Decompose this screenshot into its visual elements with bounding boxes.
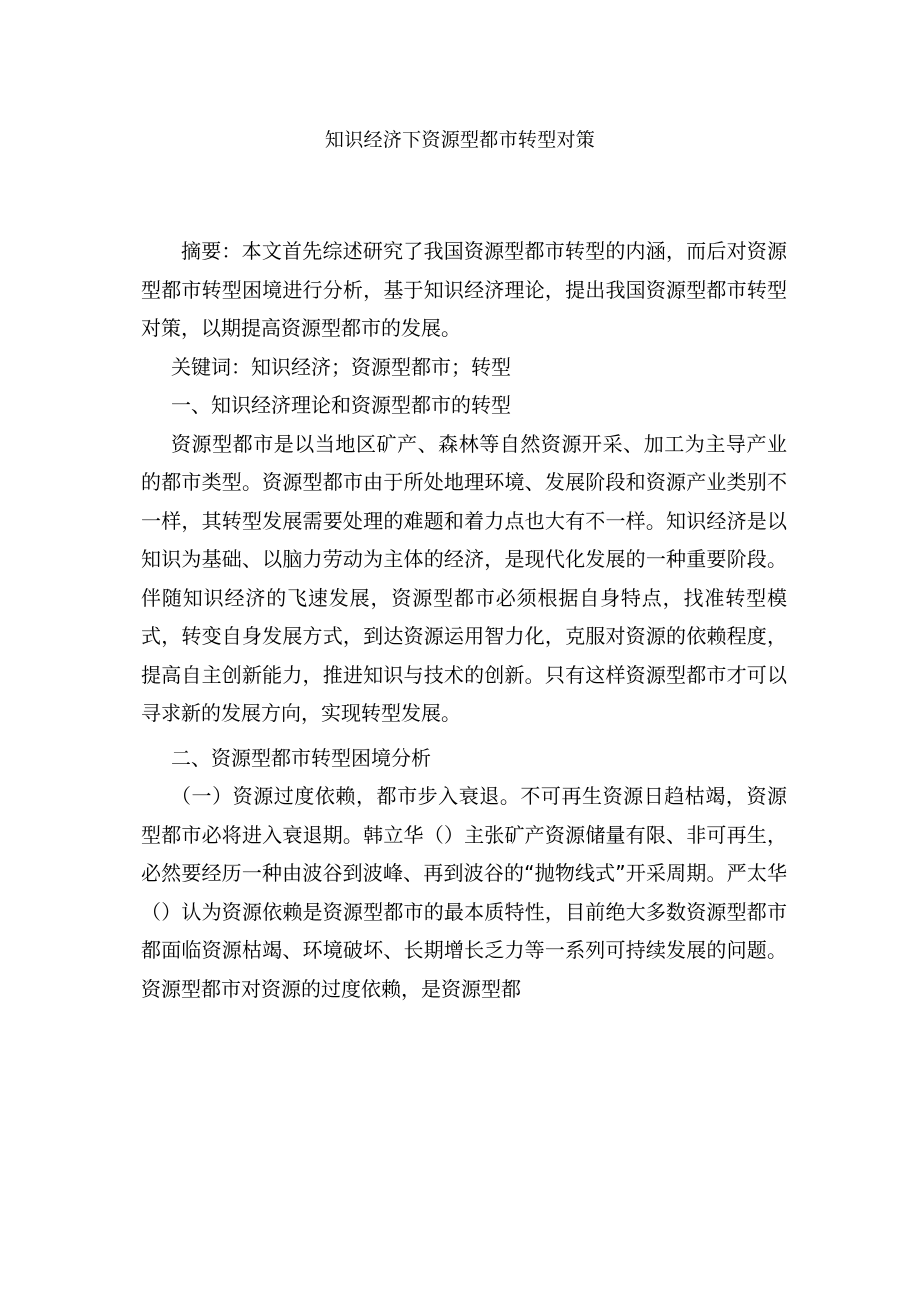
keywords-line: 关键词：知识经济；资源型都市；转型 xyxy=(171,354,511,379)
section-1-heading: 一、知识经济理论和资源型都市的转型 xyxy=(171,393,511,417)
section-2-paragraph: （一）资源过度依赖，都市步入衰退。不可再生资源日趋枯竭，资源型都市必将进入衰退期。韩立华（）主张矿产资源储量有限、非可再生，必然要经历一种由波谷到波峰、再到波谷的“抛物线式”开采周期。严太华（）认为资源依赖是资源型都市的最本质特性，目前绝大多数资源型都市都面临资源枯竭、环境破坏、长期增长乏力等一系列可持续发展的问题。资源型都市对资源的过度依赖，是资源型都 xyxy=(141,784,787,1001)
abstract-paragraph: 摘要：本文首先综述研究了我国资源型都市转型的内涵，而后对资源型都市转型困境进行分析，基于知识经济理论，提出我国资源型都市转型对策，以期提高资源型都市的发展。 xyxy=(141,239,787,340)
section-2-heading: 二、资源型都市转型困境分析 xyxy=(171,745,431,770)
section-1-paragraph: 资源型都市是以当地区矿产、森林等自然资源开采、加工为主导产业的都市类型。资源型都市由于所处地理环境、发展阶段和资源产业类别不一样，其转型发展需要处理的难题和着力点也大有不一样。知识经济是以知识为基础、以脑力劳动为主体的经济，是现代化发展的一种重要阶段。伴随知识经济的飞速发展，资源型都市必须根据自身特点，找准转型模式，转变自身发展方式，到达资源运用智力化，克服对资源的依赖程度，提高自主创新能力，推进知识与技术的创新。只有这样资源型都市才可以寻求新的发展方向，实现转型发展。 xyxy=(141,431,787,725)
document-body xyxy=(141,232,787,1008)
document-title: 知识经济下资源型都市转型对策 xyxy=(324,129,596,151)
